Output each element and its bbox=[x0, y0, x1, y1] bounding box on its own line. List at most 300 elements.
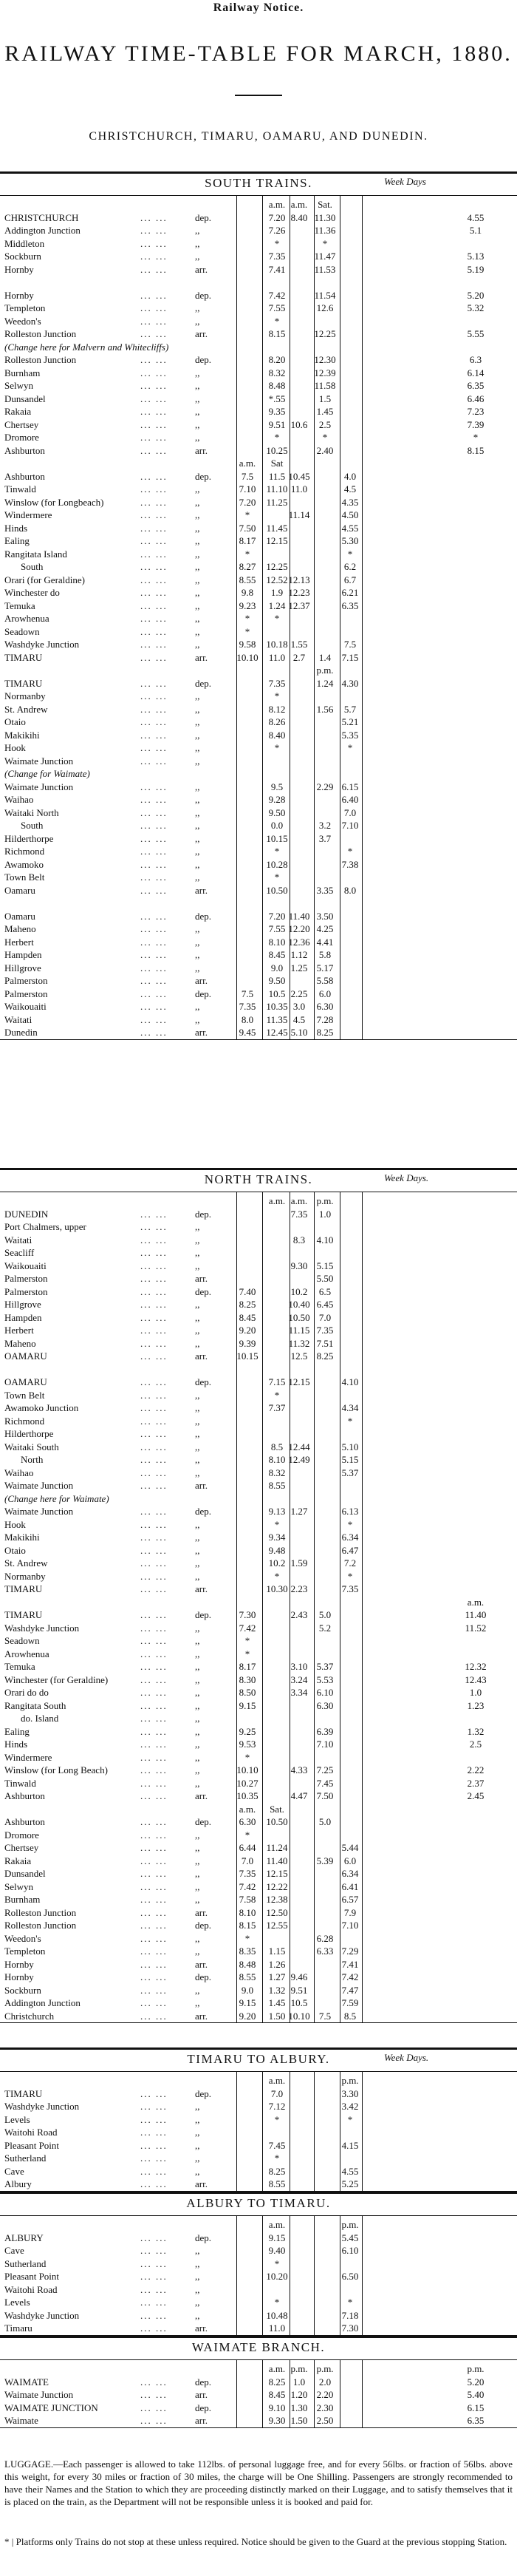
time-cell: 11.58 bbox=[314, 380, 336, 391]
timetable-row bbox=[0, 1518, 517, 1531]
timetable-row bbox=[0, 2388, 517, 2401]
leader-dots: ... ... bbox=[140, 263, 168, 275]
timetable-row bbox=[0, 1272, 517, 1285]
time-cell: 11.30 bbox=[314, 211, 336, 223]
timetable-row bbox=[0, 2178, 517, 2190]
timetable-row bbox=[0, 755, 517, 767]
leader-dots: ... ... bbox=[140, 1389, 168, 1401]
time-cell: 10.45 bbox=[288, 470, 310, 482]
timetable-row bbox=[0, 1867, 517, 1880]
leader-dots: ... ... bbox=[140, 1945, 168, 1957]
arr-dep-marker: dep. bbox=[195, 1285, 212, 1297]
section-title: NORTH TRAINS. bbox=[204, 1172, 313, 1186]
time-cell: 10.40 bbox=[288, 1299, 310, 1310]
station-name: TIMARU bbox=[4, 677, 43, 689]
timetable-row bbox=[0, 599, 517, 612]
timetable-row bbox=[0, 211, 517, 224]
time-cell: 5.13 bbox=[467, 251, 485, 262]
time-cell: 8.55 bbox=[268, 1480, 286, 1491]
time-cell: 7.0 bbox=[343, 806, 357, 818]
time-cell: 6.34 bbox=[341, 1868, 359, 1879]
time-cell: 12.6 bbox=[316, 302, 334, 313]
leader-dots: ... ... bbox=[140, 1725, 168, 1737]
timetable-row bbox=[0, 1880, 517, 1893]
time-cell: 6.44 bbox=[239, 1842, 256, 1853]
time-cell: p.m. bbox=[316, 1195, 334, 1206]
time-cell: 6.47 bbox=[341, 1544, 359, 1556]
time-cell: 11.0 bbox=[268, 2322, 286, 2334]
arr-dep-marker: ,, bbox=[195, 794, 200, 805]
time-cell: 7.35 bbox=[268, 677, 286, 689]
time-cell: 7.0 bbox=[318, 1311, 332, 1323]
arr-dep-marker: dep. bbox=[195, 2402, 212, 2413]
time-cell: 1.26 bbox=[268, 1958, 286, 1970]
leader-dots: ... ... bbox=[140, 328, 168, 339]
station-name: Rolleston Junction bbox=[4, 1906, 77, 1918]
arr-dep-marker: ,, bbox=[195, 639, 200, 650]
arr-dep-marker: dep. bbox=[195, 910, 212, 922]
leader-dots: ... ... bbox=[140, 742, 168, 753]
time-cell: 12.15 bbox=[266, 1868, 288, 1879]
timetable-row bbox=[0, 1260, 517, 1272]
time-cell: 12.37 bbox=[288, 599, 310, 611]
station-name: Palmerston bbox=[4, 1285, 48, 1297]
timetable-row bbox=[0, 677, 517, 690]
timetable-row bbox=[0, 2074, 517, 2087]
time-cell: 9.25 bbox=[239, 1725, 256, 1737]
leader-dots: ... ... bbox=[140, 2376, 168, 2388]
station-name: WAIMATE JUNCTION bbox=[4, 2402, 98, 2413]
station-name: Waitohi Road bbox=[4, 2283, 58, 2295]
arr-dep-marker: ,, bbox=[195, 1880, 200, 1892]
timetable-row bbox=[0, 1246, 517, 1259]
arr-dep-marker: dep. bbox=[195, 1506, 212, 1517]
timetable-row bbox=[0, 845, 517, 857]
time-cell: 2.5 bbox=[469, 1739, 482, 1750]
time-cell: 4.47 bbox=[290, 1790, 308, 1801]
time-cell: 1.32 bbox=[268, 1984, 286, 1996]
time-cell: 9.45 bbox=[239, 1027, 256, 1038]
time-cell: 8.20 bbox=[268, 354, 286, 365]
station-name: Dromore bbox=[4, 432, 39, 443]
time-cell: 3.34 bbox=[290, 1687, 308, 1698]
station-name: Washdyke Junction bbox=[4, 2309, 80, 2321]
time-cell: 12.30 bbox=[314, 354, 336, 365]
leader-dots: ... ... bbox=[140, 535, 168, 546]
time-cell: 7.35 bbox=[316, 1325, 334, 1336]
leader-dots: ... ... bbox=[140, 1285, 168, 1297]
time-cell: 10.5 bbox=[268, 988, 286, 999]
station-name: Selwyn bbox=[4, 1880, 33, 1892]
time-cell: 8.32 bbox=[268, 1467, 286, 1478]
time-cell: 3.7 bbox=[318, 832, 332, 844]
timetable-row bbox=[0, 1453, 517, 1466]
time-cell: 10.18 bbox=[266, 639, 288, 650]
leader-dots: ... ... bbox=[140, 1829, 168, 1841]
time-cell: 2.43 bbox=[290, 1609, 308, 1620]
timetable-row bbox=[0, 948, 517, 961]
arr-dep-marker: ,, bbox=[195, 1557, 200, 1569]
time-cell: 6.3 bbox=[469, 354, 482, 365]
arr-dep-marker: ,, bbox=[195, 1467, 200, 1478]
leader-dots: ... ... bbox=[140, 677, 168, 689]
station-name: Arowhenua bbox=[4, 613, 49, 624]
leader-dots: ... ... bbox=[140, 1842, 168, 1853]
leader-dots: ... ... bbox=[140, 1790, 168, 1801]
time-cell: 7.41 bbox=[341, 1958, 359, 1970]
time-cell: * bbox=[347, 2297, 353, 2308]
arr-dep-marker: ,, bbox=[195, 1454, 200, 1465]
time-cell: 5.7 bbox=[343, 703, 357, 715]
arr-dep-marker: ,, bbox=[195, 587, 200, 598]
time-cell: 4.34 bbox=[341, 1402, 359, 1413]
station-name: Seadown bbox=[4, 625, 40, 637]
station-name: Sutherland bbox=[4, 2257, 47, 2269]
timetable-row bbox=[0, 1337, 517, 1350]
station-name: Maheno bbox=[4, 923, 36, 934]
arr-dep-marker: ,, bbox=[195, 2152, 200, 2164]
time-cell: 3.30 bbox=[341, 2087, 359, 2099]
time-cell: 5.37 bbox=[341, 1467, 359, 1478]
timetable-row bbox=[0, 341, 517, 353]
timetable-row bbox=[0, 1389, 517, 1401]
time-cell: 10.10 bbox=[236, 651, 258, 663]
time-cell: 11.5 bbox=[268, 470, 286, 482]
station-name: Waitati bbox=[4, 1013, 32, 1025]
station-name: Waitohi Road bbox=[4, 2127, 58, 2138]
time-cell: 3.2 bbox=[318, 820, 332, 831]
station-name: OAMARU bbox=[4, 1376, 47, 1387]
time-cell: * bbox=[347, 2113, 353, 2125]
timetable-row bbox=[0, 2139, 517, 2152]
station-name: Ashburton bbox=[4, 444, 45, 456]
time-cell: 8.40 bbox=[290, 211, 308, 223]
time-cell: 10.10 bbox=[288, 2010, 310, 2022]
time-cell: 8.40 bbox=[268, 729, 286, 741]
leader-dots: ... ... bbox=[140, 1739, 168, 1750]
time-cell: 7.42 bbox=[268, 289, 286, 301]
arr-dep-marker: ,, bbox=[195, 2245, 200, 2256]
time-cell: 7.28 bbox=[316, 1013, 334, 1025]
station-name: Waitaki North bbox=[4, 806, 59, 818]
arr-dep-marker: ,, bbox=[195, 509, 200, 520]
leader-dots: ... ... bbox=[140, 2101, 168, 2112]
arr-dep-marker: ,, bbox=[195, 846, 200, 857]
time-cell: 7.35 bbox=[290, 1208, 308, 1220]
arr-dep-marker: ,, bbox=[195, 1299, 200, 1310]
station-name: Weedon's bbox=[4, 315, 41, 327]
leader-dots: ... ... bbox=[140, 1325, 168, 1336]
time-cell: 8.26 bbox=[268, 716, 286, 727]
time-cell: 3.24 bbox=[290, 1673, 308, 1685]
timetable-row bbox=[0, 1026, 517, 1039]
leader-dots: ... ... bbox=[140, 2113, 168, 2125]
time-cell: 7.35 bbox=[341, 1583, 359, 1594]
arr-dep-marker: ,, bbox=[195, 1855, 200, 1866]
subtitle: CHRISTCHURCH, TIMARU, OAMARU, AND DUNEDIN. bbox=[89, 130, 428, 143]
time-cell: 8.17 bbox=[239, 535, 256, 546]
time-cell: Sat bbox=[270, 458, 284, 469]
timetable-row bbox=[0, 741, 517, 754]
time-cell: 6.0 bbox=[343, 1855, 357, 1866]
arr-dep-marker: ,, bbox=[195, 1622, 200, 1634]
station-name: Herbert bbox=[4, 936, 34, 948]
timetable-row bbox=[0, 276, 517, 288]
time-cell: 5.8 bbox=[318, 949, 332, 960]
arr-dep-marker: dep. bbox=[195, 2232, 212, 2243]
time-cell: 10.2 bbox=[290, 1285, 308, 1297]
time-cell: 12.39 bbox=[314, 367, 336, 378]
time-cell: a.m. bbox=[268, 2363, 286, 2374]
timetable-row bbox=[0, 793, 517, 806]
time-cell: 1.20 bbox=[290, 2389, 308, 2400]
time-cell: 12.22 bbox=[266, 1880, 288, 1892]
station-name: Levels bbox=[4, 2297, 30, 2308]
station-name: North bbox=[21, 1454, 44, 1465]
time-cell: 4.10 bbox=[316, 1234, 334, 1245]
leader-dots: ... ... bbox=[140, 923, 168, 934]
leader-dots: ... ... bbox=[140, 1428, 168, 1439]
arr-dep-marker: ,, bbox=[195, 962, 200, 973]
time-cell: 9.46 bbox=[290, 1971, 308, 1982]
time-cell: 6.15 bbox=[467, 2402, 485, 2413]
time-cell: 10.15 bbox=[236, 1350, 258, 1362]
station-name: South bbox=[21, 820, 44, 831]
timetable-row bbox=[0, 1415, 517, 1427]
station-name: Maheno bbox=[4, 1337, 36, 1349]
arr-dep-marker: ,, bbox=[195, 1751, 200, 1763]
section-title: ALBURY TO TIMARU. bbox=[186, 2196, 331, 2210]
timetable-row bbox=[0, 1893, 517, 1906]
arr-dep-marker: arr. bbox=[195, 2322, 208, 2334]
time-cell: 8.45 bbox=[239, 1311, 256, 1323]
time-cell: 11.40 bbox=[288, 910, 310, 922]
time-cell: 10.35 bbox=[236, 1790, 258, 1801]
time-cell: 9.28 bbox=[268, 794, 286, 805]
time-cell: 8.35 bbox=[239, 1945, 256, 1957]
leader-dots: ... ... bbox=[140, 1699, 168, 1711]
timetable-row bbox=[0, 1660, 517, 1673]
leader-dots: ... ... bbox=[140, 1299, 168, 1310]
arr-dep-marker: ,, bbox=[195, 729, 200, 741]
time-cell: 5.2 bbox=[318, 1622, 332, 1634]
timetable-row bbox=[0, 574, 517, 586]
station-name: Christchurch bbox=[4, 2010, 55, 2022]
station-name: Waimate Junction bbox=[4, 1506, 74, 1517]
timetable-row bbox=[0, 1363, 517, 1376]
leader-dots: ... ... bbox=[140, 910, 168, 922]
time-cell: 10.2 bbox=[268, 1557, 286, 1569]
time-cell: 12.15 bbox=[266, 535, 288, 546]
leader-dots: ... ... bbox=[140, 1208, 168, 1220]
station-name: Hornby bbox=[4, 263, 34, 275]
leader-dots: ... ... bbox=[140, 522, 168, 534]
timetable-row bbox=[0, 1350, 517, 1362]
time-cell: 5.1 bbox=[469, 225, 482, 236]
time-cell: 5.20 bbox=[467, 2376, 485, 2388]
time-cell: 7.35 bbox=[268, 251, 286, 262]
time-cell: 8.15 bbox=[268, 328, 286, 339]
time-cell: Sat. bbox=[318, 199, 332, 210]
station-name: Waikouaiti bbox=[4, 1001, 47, 1012]
arr-dep-marker: ,, bbox=[195, 1829, 200, 1841]
time-cell: 7.45 bbox=[316, 1777, 334, 1789]
leader-dots: ... ... bbox=[140, 1506, 168, 1517]
arr-dep-marker: ,, bbox=[195, 742, 200, 753]
timetable-row bbox=[0, 1557, 517, 1569]
leader-dots: ... ... bbox=[140, 2152, 168, 2164]
time-cell: 7.9 bbox=[343, 1906, 357, 1918]
timetable-row bbox=[0, 2257, 517, 2270]
time-cell: 7.50 bbox=[239, 522, 256, 534]
time-cell: 7.42 bbox=[239, 1880, 256, 1892]
leader-dots: ... ... bbox=[140, 1247, 168, 1258]
time-cell: * bbox=[347, 548, 353, 560]
leader-dots: ... ... bbox=[140, 225, 168, 236]
arr-dep-marker: ,, bbox=[195, 1984, 200, 1996]
leader-dots: ... ... bbox=[140, 1648, 168, 1659]
arr-dep-marker: ,, bbox=[195, 2309, 200, 2321]
time-cell: 9.34 bbox=[268, 1532, 286, 1543]
time-cell: 11.53 bbox=[314, 263, 336, 275]
timetable-row bbox=[0, 988, 517, 1000]
time-cell: 5.53 bbox=[316, 1673, 334, 1685]
arr-dep-marker: ,, bbox=[195, 1661, 200, 1672]
time-cell: 9.10 bbox=[268, 2402, 286, 2413]
timetable-row bbox=[0, 392, 517, 405]
timetable-row bbox=[0, 509, 517, 521]
timetable-row bbox=[0, 1764, 517, 1776]
timetable-row bbox=[0, 2218, 517, 2231]
time-cell: 6.10 bbox=[341, 2245, 359, 2256]
time-cell: * bbox=[347, 846, 353, 857]
time-cell: 7.0 bbox=[241, 1855, 254, 1866]
timetable-row bbox=[0, 910, 517, 922]
leader-dots: ... ... bbox=[140, 1958, 168, 1970]
leader-dots: ... ... bbox=[140, 587, 168, 598]
time-cell: 7.42 bbox=[239, 1622, 256, 1634]
station-name: Addington Junction bbox=[4, 225, 81, 236]
station-name: Seadown bbox=[4, 1635, 40, 1646]
arr-dep-marker: ,, bbox=[195, 2113, 200, 2125]
time-cell: * bbox=[244, 1751, 250, 1763]
time-cell: 12.13 bbox=[288, 574, 310, 585]
time-cell: 9.53 bbox=[239, 1739, 256, 1750]
arr-dep-marker: ,, bbox=[195, 2271, 200, 2282]
timetable-row bbox=[0, 2270, 517, 2283]
time-cell: 8.10 bbox=[239, 1906, 256, 1918]
time-cell: 7.50 bbox=[316, 1790, 334, 1801]
time-cell: 6.35 bbox=[341, 599, 359, 611]
station-name: St. Andrew bbox=[4, 703, 48, 715]
arr-dep-marker: ,, bbox=[195, 1635, 200, 1646]
leader-dots: ... ... bbox=[140, 1673, 168, 1685]
time-cell: 9.58 bbox=[239, 639, 256, 650]
arr-dep-marker: arr. bbox=[195, 2389, 208, 2400]
leader-dots: ... ... bbox=[140, 2297, 168, 2308]
timetable-row bbox=[0, 1906, 517, 1919]
timetable-row bbox=[0, 1505, 517, 1518]
station-name: Palmerston bbox=[4, 1273, 48, 1284]
time-cell: 11.45 bbox=[266, 522, 288, 534]
time-cell: 1.32 bbox=[467, 1725, 485, 1737]
time-cell: 7.55 bbox=[268, 302, 286, 313]
time-cell: 6.2 bbox=[343, 561, 357, 572]
time-cell: 7.51 bbox=[316, 1337, 334, 1349]
timetable-row bbox=[0, 1441, 517, 1453]
time-cell: 6.30 bbox=[239, 1816, 256, 1827]
station-name: Ashburton bbox=[4, 1790, 45, 1801]
time-cell: 8.25 bbox=[268, 2165, 286, 2177]
leader-dots: ... ... bbox=[140, 1532, 168, 1543]
arr-dep-marker: dep. bbox=[195, 1971, 212, 1982]
time-cell: 10.35 bbox=[266, 1001, 288, 1012]
station-name: Richmond bbox=[4, 846, 45, 857]
station-name: Waimate Junction bbox=[4, 755, 74, 767]
time-cell: * bbox=[244, 509, 250, 520]
timetable-row bbox=[0, 548, 517, 560]
timetable-row bbox=[0, 832, 517, 845]
timetable-row bbox=[0, 1194, 517, 1207]
time-cell: 4.15 bbox=[341, 2139, 359, 2151]
timetable-row bbox=[0, 1376, 517, 1388]
leader-dots: ... ... bbox=[140, 1570, 168, 1582]
leader-dots: ... ... bbox=[140, 1518, 168, 1530]
arr-dep-marker: ,, bbox=[195, 599, 200, 611]
arr-dep-marker: ,, bbox=[195, 2257, 200, 2269]
arr-dep-marker: dep. bbox=[195, 2087, 212, 2099]
leader-dots: ... ... bbox=[140, 574, 168, 585]
time-cell: 8.45 bbox=[268, 949, 286, 960]
arr-dep-marker: ,, bbox=[195, 806, 200, 818]
timetable-row bbox=[0, 444, 517, 457]
time-cell: a.m. bbox=[467, 1596, 485, 1608]
timetable-row bbox=[0, 2402, 517, 2414]
arr-dep-marker: ,, bbox=[195, 535, 200, 546]
time-cell: 7.0 bbox=[270, 2087, 284, 2099]
station-name: CHRISTCHURCH bbox=[4, 211, 79, 223]
leader-dots: ... ... bbox=[140, 988, 168, 999]
arr-dep-marker: ,, bbox=[195, 716, 200, 727]
station-name: Cave bbox=[4, 2245, 24, 2256]
time-cell: 9.50 bbox=[268, 975, 286, 986]
time-cell: 8.12 bbox=[268, 703, 286, 715]
arr-dep-marker: ,, bbox=[195, 225, 200, 236]
station-name: Sockburn bbox=[4, 251, 41, 262]
time-cell: * bbox=[274, 1518, 280, 1530]
leader-dots: ... ... bbox=[140, 846, 168, 857]
timetable-row bbox=[0, 2100, 517, 2113]
arr-dep-marker: ,, bbox=[195, 2127, 200, 2138]
time-cell: * bbox=[274, 871, 280, 883]
station-name: Winchester (for Geraldine) bbox=[4, 1673, 109, 1685]
leader-dots: ... ... bbox=[140, 599, 168, 611]
time-cell: 10.15 bbox=[266, 832, 288, 844]
station-name: WAIMATE bbox=[4, 2376, 49, 2388]
station-name: Templeton bbox=[4, 302, 46, 313]
time-cell: 0.0 bbox=[270, 820, 284, 831]
station-name: Ashburton bbox=[4, 1816, 45, 1827]
time-cell: 2.37 bbox=[467, 1777, 485, 1789]
time-cell: 6.21 bbox=[341, 587, 359, 598]
time-cell: 10.27 bbox=[236, 1777, 258, 1789]
time-cell: 3.0 bbox=[292, 1001, 306, 1012]
time-cell: 1.25 bbox=[290, 962, 308, 973]
timetable-row bbox=[0, 716, 517, 728]
leader-dots: ... ... bbox=[140, 1816, 168, 1827]
arr-dep-marker: ,, bbox=[195, 548, 200, 560]
time-cell: * bbox=[244, 1829, 250, 1841]
